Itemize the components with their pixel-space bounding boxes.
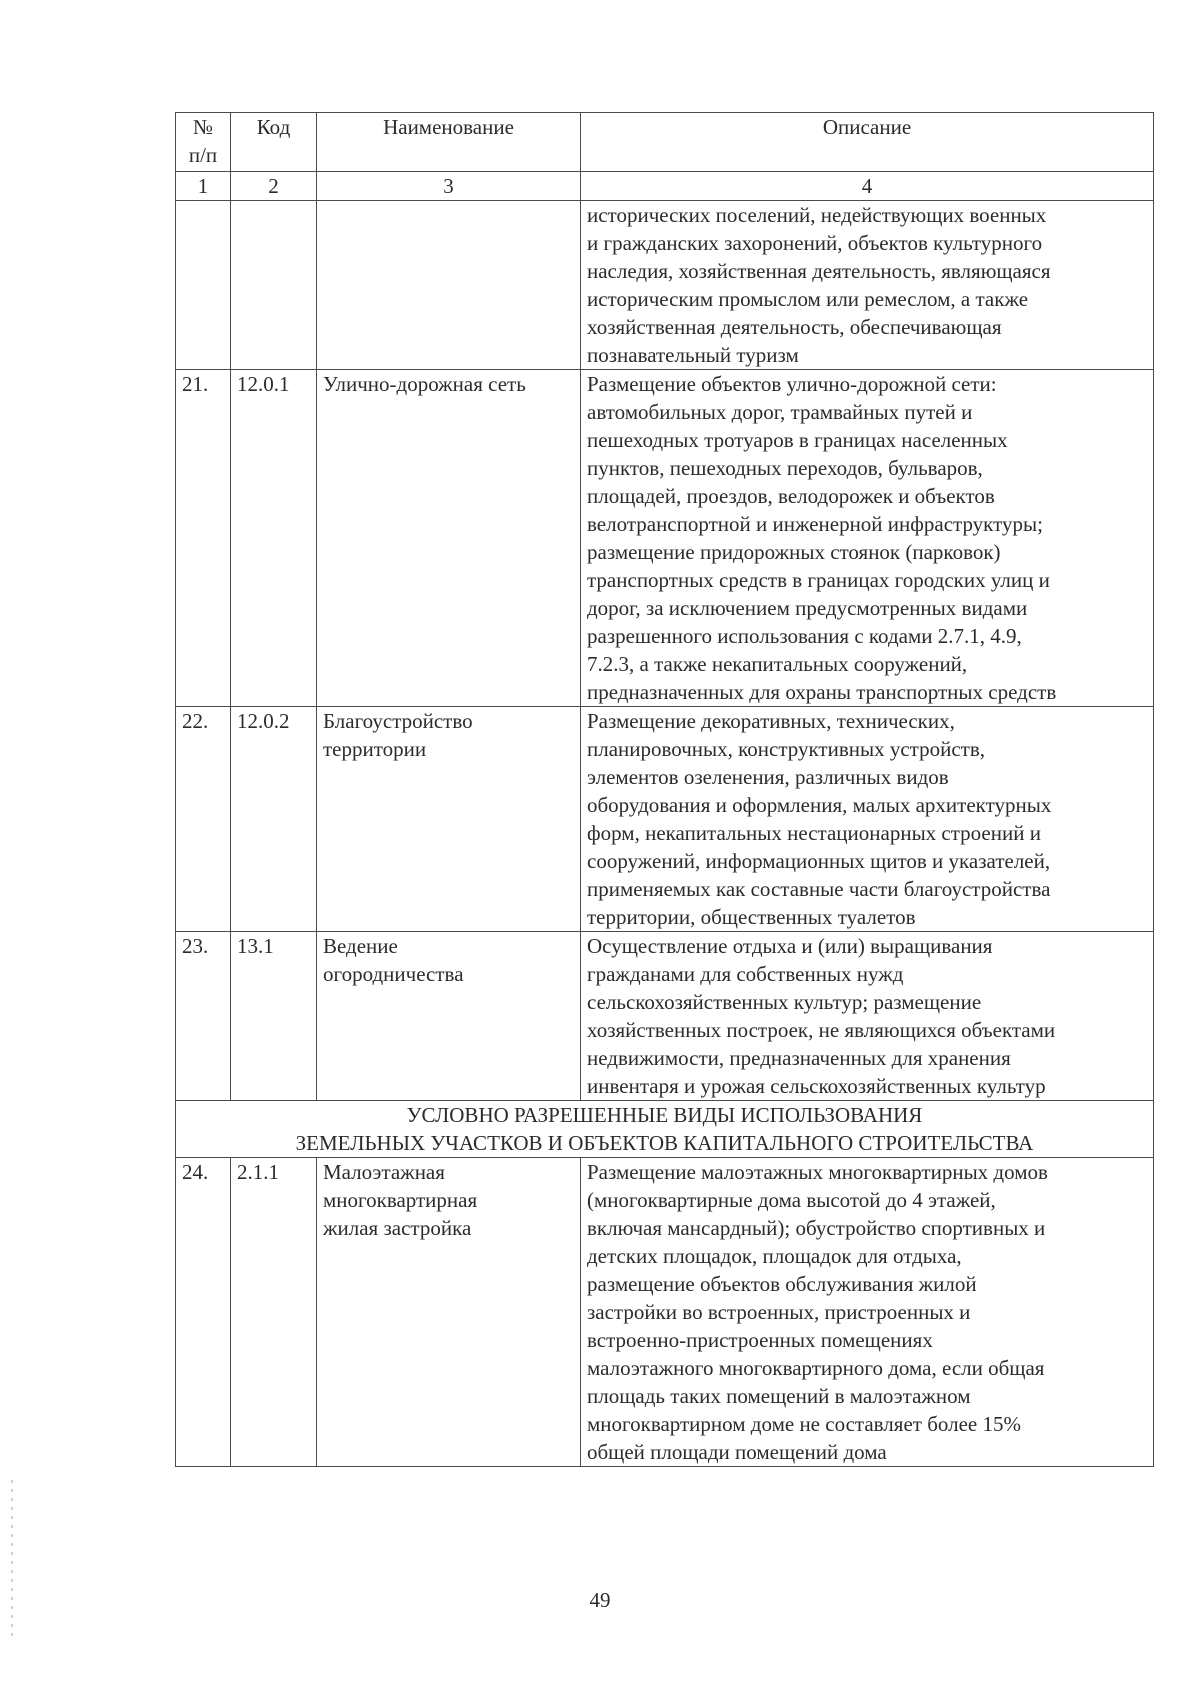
desc-line: форм, некапитальных нестационарных строений и xyxy=(587,821,1041,845)
desc-line: общей площади помещений дома xyxy=(587,1440,887,1464)
row-number: 23. xyxy=(176,932,231,1101)
desc-line: элементов озеленения, различных видов xyxy=(587,765,949,789)
row-code: 13.1 xyxy=(231,932,317,1101)
desc-line: площадей, проездов, велодорожек и объектов xyxy=(587,484,995,508)
desc-line: применяемых как составные части благоустройства xyxy=(587,877,1051,901)
desc-line: хозяйственная деятельность, обеспечивающая xyxy=(587,315,1002,339)
row-name xyxy=(317,1158,581,1467)
desc-line: инвентаря и урожая сельскохозяйственных культур xyxy=(587,1074,1046,1098)
desc-line: пешеходных тротуаров в границах населенных xyxy=(587,428,1008,452)
desc-line: размещение придорожных стоянок (парковок) xyxy=(587,540,1001,564)
column-number-row xyxy=(176,172,1154,201)
name-line: Улично-дорожная сеть xyxy=(323,372,526,396)
row-number: 21. xyxy=(176,370,231,707)
desc-line: Размещение декоративных, технических, xyxy=(587,709,955,733)
section-row xyxy=(176,1101,1154,1158)
desc-line: сооружений, информационных щитов и указателей, xyxy=(587,849,1051,873)
row-code: 12.0.2 xyxy=(231,707,317,932)
row-description xyxy=(581,1158,1154,1467)
column-number-4: 4 xyxy=(581,172,1154,201)
desc-line: велотранспортной и инженерной инфраструктуры; xyxy=(587,512,1043,536)
row-code: 12.0.1 xyxy=(231,370,317,707)
land-use-table xyxy=(175,112,1154,1467)
row-name xyxy=(317,932,581,1101)
section-title-line: ЗЕМЕЛЬНЫХ УЧАСТКОВ И ОБЪЕКТОВ КАПИТАЛЬНОГО СТРОИТЕЛЬСТВА xyxy=(295,1131,1034,1155)
desc-line: пунктов, пешеходных переходов, бульваров, xyxy=(587,456,983,480)
name-line: Ведение xyxy=(323,934,398,958)
column-number-2: 2 xyxy=(231,172,317,201)
desc-line: оборудования и оформления, малых архитектурных xyxy=(587,793,1052,817)
page-number: 49 xyxy=(589,1588,611,1612)
desc-line: малоэтажного многоквартирного дома, если общая xyxy=(587,1356,1045,1380)
section-title xyxy=(176,1101,1154,1158)
desc-line: 7.2.3, а также некапитальных сооружений, xyxy=(587,652,968,676)
row-number: 22. xyxy=(176,707,231,932)
scan-edge-marks xyxy=(11,1480,13,1640)
desc-line: недвижимости, предназначенных для хранения xyxy=(587,1046,1011,1070)
row-description xyxy=(581,707,1154,932)
table-row xyxy=(176,1158,1154,1467)
continuation-name-cell xyxy=(317,201,581,370)
table-row xyxy=(176,932,1154,1101)
row-description xyxy=(581,932,1154,1101)
desc-line: площадь таких помещений в малоэтажном xyxy=(587,1384,971,1408)
name-line: Благоустройство xyxy=(323,709,473,733)
desc-line: включая мансардный); обустройство спортивных и xyxy=(587,1216,1046,1240)
desc-line: наследия, хозяйственная деятельность, являющаяся xyxy=(587,259,1051,283)
row-number: 24. xyxy=(176,1158,231,1467)
desc-line: предназначенных для охраны транспортных средств xyxy=(587,680,1057,704)
header-name: Наименование xyxy=(317,113,581,172)
section-title-line: УСЛОВНО РАЗРЕШЕННЫЕ ВИДЫ ИСПОЛЬЗОВАНИЯ xyxy=(406,1103,923,1127)
table-row xyxy=(176,707,1154,932)
header-description: Описание xyxy=(581,113,1154,172)
continuation-description xyxy=(581,201,1154,370)
desc-line: Размещение объектов улично-дорожной сети: xyxy=(587,372,997,396)
desc-line: познавательный туризм xyxy=(587,343,799,367)
desc-line: автомобильных дорог, трамвайных путей и xyxy=(587,400,973,424)
desc-line: дорог, за исключением предусмотренных видами xyxy=(587,596,1028,620)
continuation-num-cell xyxy=(176,201,231,370)
desc-line: многоквартирном доме не составляет более 15% xyxy=(587,1412,1021,1436)
desc-line: Осуществление отдыха и (или) выращивания xyxy=(587,934,993,958)
row-name xyxy=(317,707,581,932)
column-number-1: 1 xyxy=(176,172,231,201)
name-line: Малоэтажная xyxy=(323,1160,445,1184)
table-row xyxy=(176,370,1154,707)
desc-line: разрешенного использования с кодами 2.7.1, 4.9, xyxy=(587,624,1022,648)
desc-line: транспортных средств в границах городских улиц и xyxy=(587,568,1050,592)
header-code: Код xyxy=(231,113,317,172)
header-number: № п/п xyxy=(176,113,231,172)
name-line: многоквартирная xyxy=(323,1188,478,1212)
desc-line: историческим промыслом или ремеслом, а также xyxy=(587,287,1029,311)
header-row xyxy=(176,113,1154,172)
desc-line: территории, общественных туалетов xyxy=(587,905,916,929)
name-line: огородничества xyxy=(323,962,464,986)
row-code: 2.1.1 xyxy=(231,1158,317,1467)
desc-line: застройки во встроенных, пристроенных и xyxy=(587,1300,971,1324)
name-line: территории xyxy=(323,737,427,761)
desc-line: детских площадок, площадок для отдыха, xyxy=(587,1244,962,1268)
continuation-row xyxy=(176,201,1154,370)
desc-line: Размещение малоэтажных многоквартирных домов xyxy=(587,1160,1048,1184)
desc-line: размещение объектов обслуживания жилой xyxy=(587,1272,977,1296)
desc-line: хозяйственных построек, не являющихся объектами xyxy=(587,1018,1056,1042)
name-line: жилая застройка xyxy=(323,1216,472,1240)
column-number-3: 3 xyxy=(317,172,581,201)
desc-line: и гражданских захоронений, объектов культурного xyxy=(587,231,1043,255)
desc-line: сельскохозяйственных культур; размещение xyxy=(587,990,982,1014)
continuation-code-cell xyxy=(231,201,317,370)
desc-line: исторических поселений, недействующих военных xyxy=(587,203,1047,227)
row-name xyxy=(317,370,581,707)
desc-line: планировочных, конструктивных устройств, xyxy=(587,737,986,761)
desc-line: встроенно-пристроенных помещениях xyxy=(587,1328,933,1352)
desc-line: гражданами для собственных нужд xyxy=(587,962,904,986)
row-description xyxy=(581,370,1154,707)
desc-line: (многоквартирные дома высотой до 4 этажей, xyxy=(587,1188,996,1212)
